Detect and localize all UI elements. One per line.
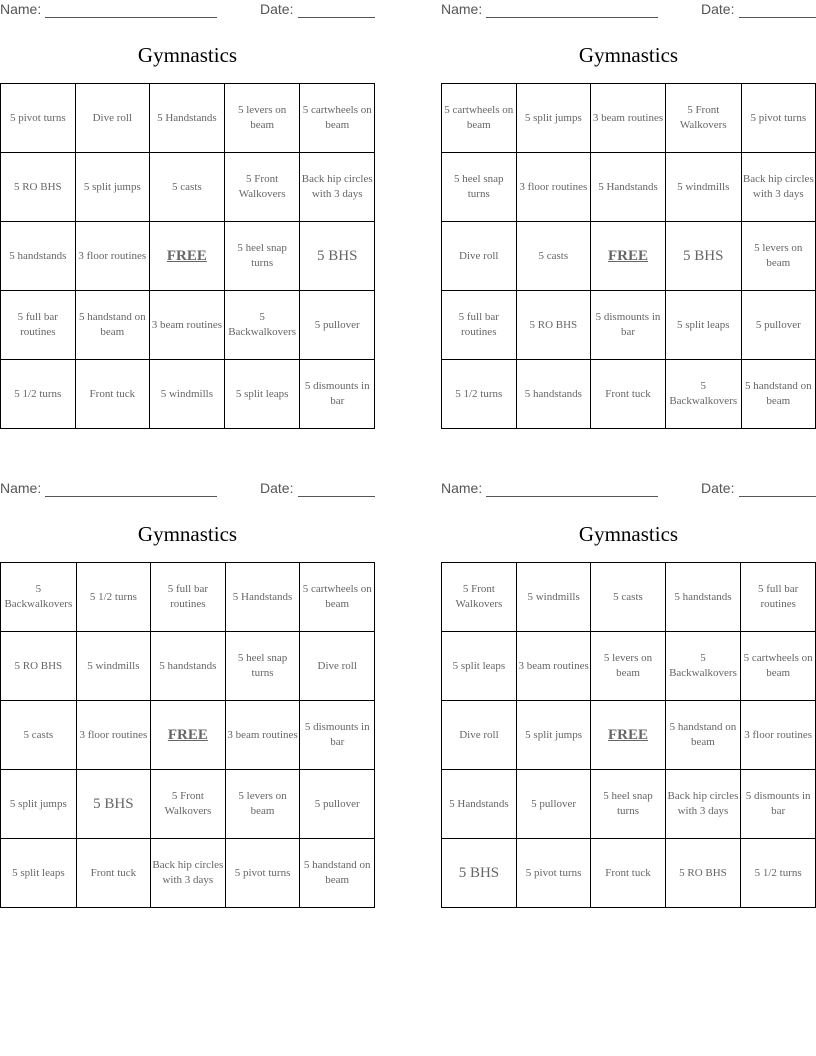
bingo-grid [0,562,375,908]
free-space-cell[interactable]: FREE [591,701,665,770]
name-date-row [441,1,816,21]
bingo-cell[interactable]: 5 handstands [151,632,226,701]
grid-row [1,839,375,908]
bingo-cell[interactable]: 5 pivot turns [1,84,76,153]
bingo-cell[interactable]: 5 Handstands [150,84,225,153]
bingo-cell[interactable]: 3 beam routines [516,632,590,701]
bingo-cell[interactable]: 5 Backwalkovers [665,360,741,429]
date-label: Date: [260,1,294,17]
bingo-cell[interactable]: 5 handstand on beam [300,839,375,908]
bingo-cell[interactable]: 5 handstands [516,360,591,429]
bingo-cell[interactable]: 5 split jumps [516,84,591,153]
bingo-cell[interactable]: 3 beam routines [150,291,225,360]
bingo-cell[interactable]: 5 windmills [150,360,225,429]
date-label: Date: [260,480,294,496]
bingo-cell[interactable]: 5 pivot turns [741,84,815,153]
bingo-cell[interactable]: 5 handstand on beam [75,291,149,360]
date-blank-line[interactable] [298,496,375,497]
bingo-cell[interactable]: 3 floor routines [741,701,816,770]
bingo-cell[interactable]: 5 Backwalkovers [224,291,300,360]
bingo-cell[interactable]: 5 levers on beam [224,84,300,153]
bingo-cell[interactable]: 5 levers on beam [225,770,300,839]
bingo-cell[interactable]: 5 dismounts in bar [591,291,666,360]
bingo-cell[interactable]: 5 handstands [1,222,76,291]
grid-row [1,770,375,839]
bingo-cell[interactable]: 5 casts [150,153,225,222]
bingo-cell[interactable]: Front tuck [591,839,665,908]
bingo-cell[interactable]: 5 Handstands [442,770,517,839]
bingo-cell[interactable]: 5 casts [591,563,665,632]
bingo-cell[interactable]: Dive roll [75,84,149,153]
grid-row [1,84,375,153]
card-title: Gymnastics [137,43,238,67]
bingo-cell[interactable]: 5 full bar routines [741,563,816,632]
grid-row [442,222,816,291]
card-title: Gymnastics [137,522,238,546]
bingo-cell[interactable]: 5 Front Walkovers [224,153,300,222]
grid-row [442,84,816,153]
bingo-cell[interactable]: 5 heel snap turns [442,153,517,222]
bingo-cell[interactable]: 5 split leaps [442,632,517,701]
bingo-cell[interactable]: Dive roll [442,701,517,770]
bingo-cell[interactable]: 5 BHS [665,222,741,291]
date-blank-line[interactable] [298,17,375,18]
name-date-row [441,480,816,500]
bingo-cell[interactable]: 5 Front Walkovers [665,84,741,153]
name-label: Name: [441,480,483,496]
grid-row [1,222,375,291]
bingo-cell[interactable]: 3 beam routines [591,84,666,153]
bingo-cell[interactable]: 5 Backwalkovers [1,563,77,632]
bingo-cell[interactable]: 5 Backwalkovers [665,632,741,701]
bingo-cell[interactable]: 5 levers on beam [741,222,815,291]
bingo-cell[interactable]: 5 1/2 turns [741,839,816,908]
bingo-cell[interactable]: Back hip circles with 3 days [300,153,375,222]
bingo-cell[interactable]: 5 full bar routines [1,291,76,360]
name-blank-line[interactable] [45,17,217,18]
bingo-cell[interactable]: 5 heel snap turns [225,632,300,701]
grid-row [442,701,816,770]
bingo-cell[interactable]: 5 split leaps [1,839,77,908]
bingo-cell[interactable]: 5 cartwheels on beam [300,563,375,632]
bingo-cell[interactable]: 5 1/2 turns [76,563,150,632]
card-title: Gymnastics [578,522,679,546]
bingo-cell[interactable]: 5 handstands [665,563,741,632]
bingo-cell[interactable]: 5 handstand on beam [665,701,741,770]
bingo-cell[interactable]: 5 Handstands [225,563,300,632]
bingo-cell[interactable]: 5 BHS [76,770,150,839]
grid-row [442,632,816,701]
grid-row [1,360,375,429]
bingo-cell[interactable]: 5 BHS [300,222,375,291]
date-label: Date: [701,480,735,496]
date-blank-line[interactable] [739,496,816,497]
bingo-cell[interactable]: 5 pullover [741,291,815,360]
bingo-cell[interactable]: Back hip circles with 3 days [741,153,815,222]
name-date-row [0,480,375,500]
bingo-cell[interactable]: 5 RO BHS [665,839,741,908]
bingo-cell[interactable]: Front tuck [591,360,666,429]
bingo-cell[interactable]: 5 split leaps [665,291,741,360]
bingo-cell[interactable]: 5 pullover [300,770,375,839]
bingo-cell[interactable]: 5 BHS [442,839,517,908]
bingo-cell[interactable]: Front tuck [75,360,149,429]
name-blank-line[interactable] [486,17,658,18]
grid-row [442,770,816,839]
grid-row [442,153,816,222]
bingo-cell[interactable]: 5 Handstands [591,153,666,222]
bingo-grid [441,562,816,908]
grid-row [1,632,375,701]
bingo-cell[interactable]: 5 Front Walkovers [442,563,517,632]
bingo-cell[interactable]: 5 full bar routines [442,291,517,360]
bingo-cell[interactable]: 5 windmills [76,632,150,701]
date-label: Date: [701,1,735,17]
bingo-cell[interactable]: 5 cartwheels on beam [741,632,816,701]
bingo-cell[interactable]: 5 pullover [516,770,590,839]
name-label: Name: [0,1,42,17]
bingo-cell[interactable]: 3 floor routines [516,153,591,222]
grid-row [442,563,816,632]
name-label: Name: [0,480,42,496]
bingo-cell[interactable]: 5 RO BHS [1,632,77,701]
free-space-cell[interactable]: FREE [591,222,666,291]
free-space-cell[interactable]: FREE [150,222,225,291]
bingo-cell[interactable]: 5 cartwheels on beam [300,84,375,153]
bingo-cell[interactable]: 5 pullover [300,291,375,360]
name-blank-line[interactable] [486,496,658,497]
bingo-cell[interactable]: 5 casts [1,701,77,770]
grid-row [442,839,816,908]
grid-row [442,360,816,429]
name-label: Name: [441,1,483,17]
bingo-cell[interactable]: Back hip circles with 3 days [665,770,741,839]
bingo-cell[interactable]: 5 handstand on beam [741,360,815,429]
bingo-grid [0,83,375,429]
bingo-cell[interactable]: 5 pivot turns [516,839,590,908]
grid-row [1,153,375,222]
bingo-cell[interactable]: 5 cartwheels on beam [442,84,517,153]
grid-row [1,701,375,770]
date-blank-line[interactable] [739,17,816,18]
bingo-cell[interactable]: 5 RO BHS [516,291,591,360]
bingo-cell[interactable]: 5 Front Walkovers [151,770,226,839]
name-date-row [0,1,375,21]
bingo-cell[interactable]: 5 dismounts in bar [741,770,816,839]
bingo-cell[interactable]: 5 1/2 turns [1,360,76,429]
bingo-cell[interactable]: 5 windmills [516,563,590,632]
bingo-cell[interactable]: 5 split jumps [75,153,149,222]
bingo-cell[interactable]: Dive roll [300,632,375,701]
bingo-cell[interactable]: 5 full bar routines [151,563,226,632]
bingo-cell[interactable]: 5 split jumps [1,770,77,839]
name-blank-line[interactable] [45,496,217,497]
bingo-cell[interactable]: 3 floor routines [75,222,149,291]
bingo-cell[interactable]: 5 dismounts in bar [300,701,375,770]
free-space-cell[interactable]: FREE [151,701,226,770]
grid-row [1,563,375,632]
bingo-cell[interactable]: 3 beam routines [225,701,300,770]
bingo-cell[interactable]: Back hip circles with 3 days [151,839,226,908]
bingo-cell[interactable]: 5 heel snap turns [591,770,665,839]
bingo-cell[interactable]: 5 1/2 turns [442,360,517,429]
bingo-cell[interactable]: 5 pivot turns [225,839,300,908]
bingo-grid [441,83,816,429]
bingo-cell[interactable]: Front tuck [76,839,150,908]
bingo-cell[interactable]: 5 dismounts in bar [300,360,375,429]
grid-row [1,291,375,360]
card-title: Gymnastics [578,43,679,67]
bingo-cell[interactable]: 5 split jumps [516,701,590,770]
bingo-cell[interactable]: 5 windmills [665,153,741,222]
bingo-cell[interactable]: 5 split leaps [224,360,300,429]
bingo-cell[interactable]: Dive roll [442,222,517,291]
bingo-cell[interactable]: 5 levers on beam [591,632,665,701]
bingo-cell[interactable]: 5 RO BHS [1,153,76,222]
bingo-cell[interactable]: 5 heel snap turns [224,222,300,291]
grid-row [442,291,816,360]
bingo-cell[interactable]: 5 casts [516,222,591,291]
bingo-cell[interactable]: 3 floor routines [76,701,150,770]
